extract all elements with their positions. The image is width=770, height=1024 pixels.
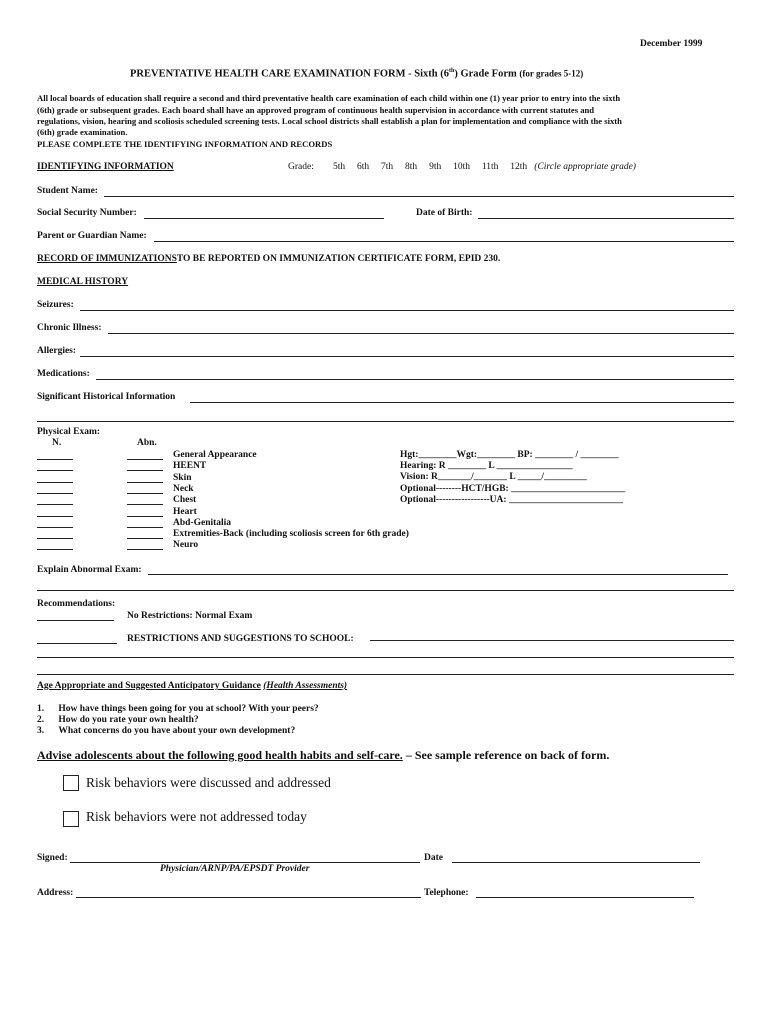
no-restrictions-label: No Restrictions: Normal Exam	[127, 611, 253, 621]
date-label: Date	[424, 853, 443, 863]
parent-field[interactable]	[154, 241, 734, 242]
physical-exam-heading: Physical Exam:	[37, 427, 101, 437]
intro-line-5: PLEASE COMPLETE THE IDENTIFYING INFORMATION AND RECORDS	[37, 139, 333, 149]
historical-field-2[interactable]	[37, 421, 734, 422]
abnormal-check-line[interactable]	[127, 504, 163, 505]
normal-check-line[interactable]	[37, 459, 73, 460]
vision[interactable]: Vision: R_______/_______ L _____/_________	[400, 472, 587, 482]
abnormal-check-line[interactable]	[127, 538, 163, 539]
risk-discussed-checkbox[interactable]	[63, 775, 79, 791]
form-title: PREVENTATIVE HEALTH CARE EXAMINATION FORM - Sixth (6th) Grade Form (for grades 5-12)	[130, 68, 584, 80]
intro-line-2: (6th) grade or subsequent grades. Each board shall have an approved program of continuous health supervision in accordance with current statutes and	[37, 105, 595, 115]
grade-option[interactable]: 9th	[429, 162, 442, 172]
student-name-field[interactable]	[104, 196, 734, 197]
advise-text: Advise adolescents about the following good health habits and self-care. – See sample reference on back of form.	[37, 748, 610, 762]
telephone-label: Telephone:	[424, 888, 469, 898]
abnormal-check-line[interactable]	[127, 527, 163, 528]
ssn-field[interactable]	[144, 218, 384, 219]
medical-history-heading: MEDICAL HISTORY	[37, 277, 129, 287]
exam-item-label: Chest	[173, 495, 197, 506]
exam-item-label: Skin	[173, 472, 192, 483]
medications-field[interactable]	[96, 379, 734, 380]
form-date: December 1999	[640, 39, 703, 49]
seizures-field[interactable]	[80, 310, 734, 311]
question-2: 2. How do you rate your own health?	[37, 715, 199, 725]
abnormal-column-header: Abn.	[137, 438, 157, 448]
abnormal-check-line[interactable]	[127, 493, 163, 494]
explain-abnormal-field-2[interactable]	[37, 590, 734, 591]
exam-item-label: HEENT	[173, 461, 207, 472]
historical-label: Significant Historical Information	[37, 392, 176, 402]
ua[interactable]: Optional-----------------UA: ________________________	[400, 495, 623, 505]
chronic-illness-label: Chronic Illness:	[37, 323, 102, 333]
allergies-field[interactable]	[80, 356, 734, 357]
normal-check-line[interactable]	[37, 538, 73, 539]
parent-label: Parent or Guardian Name:	[37, 231, 147, 241]
address-label: Address:	[37, 888, 74, 898]
normal-check-line[interactable]	[37, 482, 73, 483]
risk-discussed-label: Risk behaviors were discussed and addressed	[86, 775, 331, 790]
exam-item-label: General Appearance	[173, 450, 257, 460]
abnormal-check-line[interactable]	[127, 549, 163, 550]
normal-check-line[interactable]	[37, 516, 73, 517]
allergies-label: Allergies:	[37, 346, 77, 356]
question-1: 1. How have things been going for you at school? With your peers?	[37, 704, 319, 714]
dob-label: Date of Birth:	[416, 208, 473, 218]
provider-caption: Physician/ARNP/PA/EPSDT Provider	[160, 864, 310, 874]
intro-line-3: regulations, vision, hearing and scoliosis scheduled screening tests. Local school districts shall establish a plan for implementation and compliance with the sixth	[37, 116, 622, 126]
grade-note: (Circle appropriate grade)	[534, 162, 636, 172]
dob-field[interactable]	[478, 218, 734, 219]
restrictions-check-field[interactable]	[37, 643, 117, 644]
risk-not-addressed-checkbox[interactable]	[63, 811, 79, 827]
exam-item-label: Abd-Genitalia	[173, 517, 232, 528]
normal-check-line[interactable]	[37, 549, 73, 550]
exam-item-label: Neuro	[173, 540, 199, 551]
exam-item-label: Extremities-Back (including scoliosis screen for 6th grade)	[173, 529, 409, 540]
risk-not-addressed-label: Risk behaviors were not addressed today	[86, 809, 307, 824]
no-restrictions-field[interactable]	[37, 620, 114, 621]
chronic-illness-field[interactable]	[108, 333, 734, 334]
exam-item-label: Heart	[173, 506, 197, 517]
normal-check-line[interactable]	[37, 470, 73, 471]
grade-option[interactable]: 12th	[510, 162, 528, 172]
explain-abnormal-label: Explain Abnormal Exam:	[37, 565, 142, 575]
abnormal-check-line[interactable]	[127, 459, 163, 460]
student-name-label: Student Name:	[37, 186, 98, 196]
grade-option[interactable]: 5th	[333, 162, 346, 172]
normal-column-header: N.	[52, 438, 62, 448]
grade-option[interactable]: 6th	[357, 162, 370, 172]
medications-label: Medications:	[37, 369, 90, 379]
explain-abnormal-field[interactable]	[148, 574, 728, 575]
grade-option[interactable]: 11th	[481, 162, 499, 172]
restrictions-label: RESTRICTIONS AND SUGGESTIONS TO SCHOOL:	[127, 634, 354, 644]
normal-check-line[interactable]	[37, 527, 73, 528]
hct-hgb[interactable]: Optional--------HCT/HGB: ________________________	[400, 484, 626, 494]
abnormal-check-line[interactable]	[127, 470, 163, 471]
grade-option[interactable]: 7th	[381, 162, 394, 172]
restrictions-field-2[interactable]	[37, 657, 734, 658]
restrictions-field[interactable]	[370, 640, 734, 641]
historical-field[interactable]	[190, 402, 734, 403]
intro-line-1: All local boards of education shall require a second and third preventative health care examination of each child within one (1) year prior to entry into the sixth	[37, 93, 621, 103]
exam-item-label: Neck	[173, 483, 194, 494]
grade-options[interactable]	[333, 162, 636, 172]
restrictions-field-3[interactable]	[37, 674, 734, 675]
seizures-label: Seizures:	[37, 300, 74, 310]
question-3: 3. What concerns do you have about your own development?	[37, 726, 296, 736]
abnormal-check-line[interactable]	[127, 482, 163, 483]
grade-option[interactable]: 8th	[405, 162, 418, 172]
date-field[interactable]	[452, 862, 700, 863]
guidance-heading: Age Appropriate and Suggested Anticipatory Guidance (Health Assessments)	[37, 681, 348, 691]
normal-check-line[interactable]	[37, 504, 73, 505]
recommendations-heading: Recommendations:	[37, 599, 116, 609]
grade-option[interactable]: 10th	[453, 162, 470, 172]
identifying-heading: IDENTIFYING INFORMATION	[37, 162, 174, 172]
hgt-wgt-bp[interactable]: Hgt:________Wgt:________ BP: ________ / ________	[400, 450, 619, 460]
signature-field[interactable]	[70, 862, 420, 863]
intro-line-4: (6th) grade examination.	[37, 127, 128, 137]
abnormal-check-line[interactable]	[127, 516, 163, 517]
telephone-field[interactable]	[476, 897, 694, 898]
immunization-note: RECORD OF IMMUNIZATIONSTO BE REPORTED ON IMMUNIZATION CERTIFICATE FORM, EPID 230.	[37, 254, 501, 264]
hearing[interactable]: Hearing: R ________ L ________________	[400, 461, 573, 471]
normal-check-line[interactable]	[37, 493, 73, 494]
signed-label: Signed:	[37, 853, 68, 863]
ssn-label: Social Security Number:	[37, 208, 137, 218]
address-field[interactable]	[76, 897, 421, 898]
grade-label: Grade:	[288, 162, 314, 172]
